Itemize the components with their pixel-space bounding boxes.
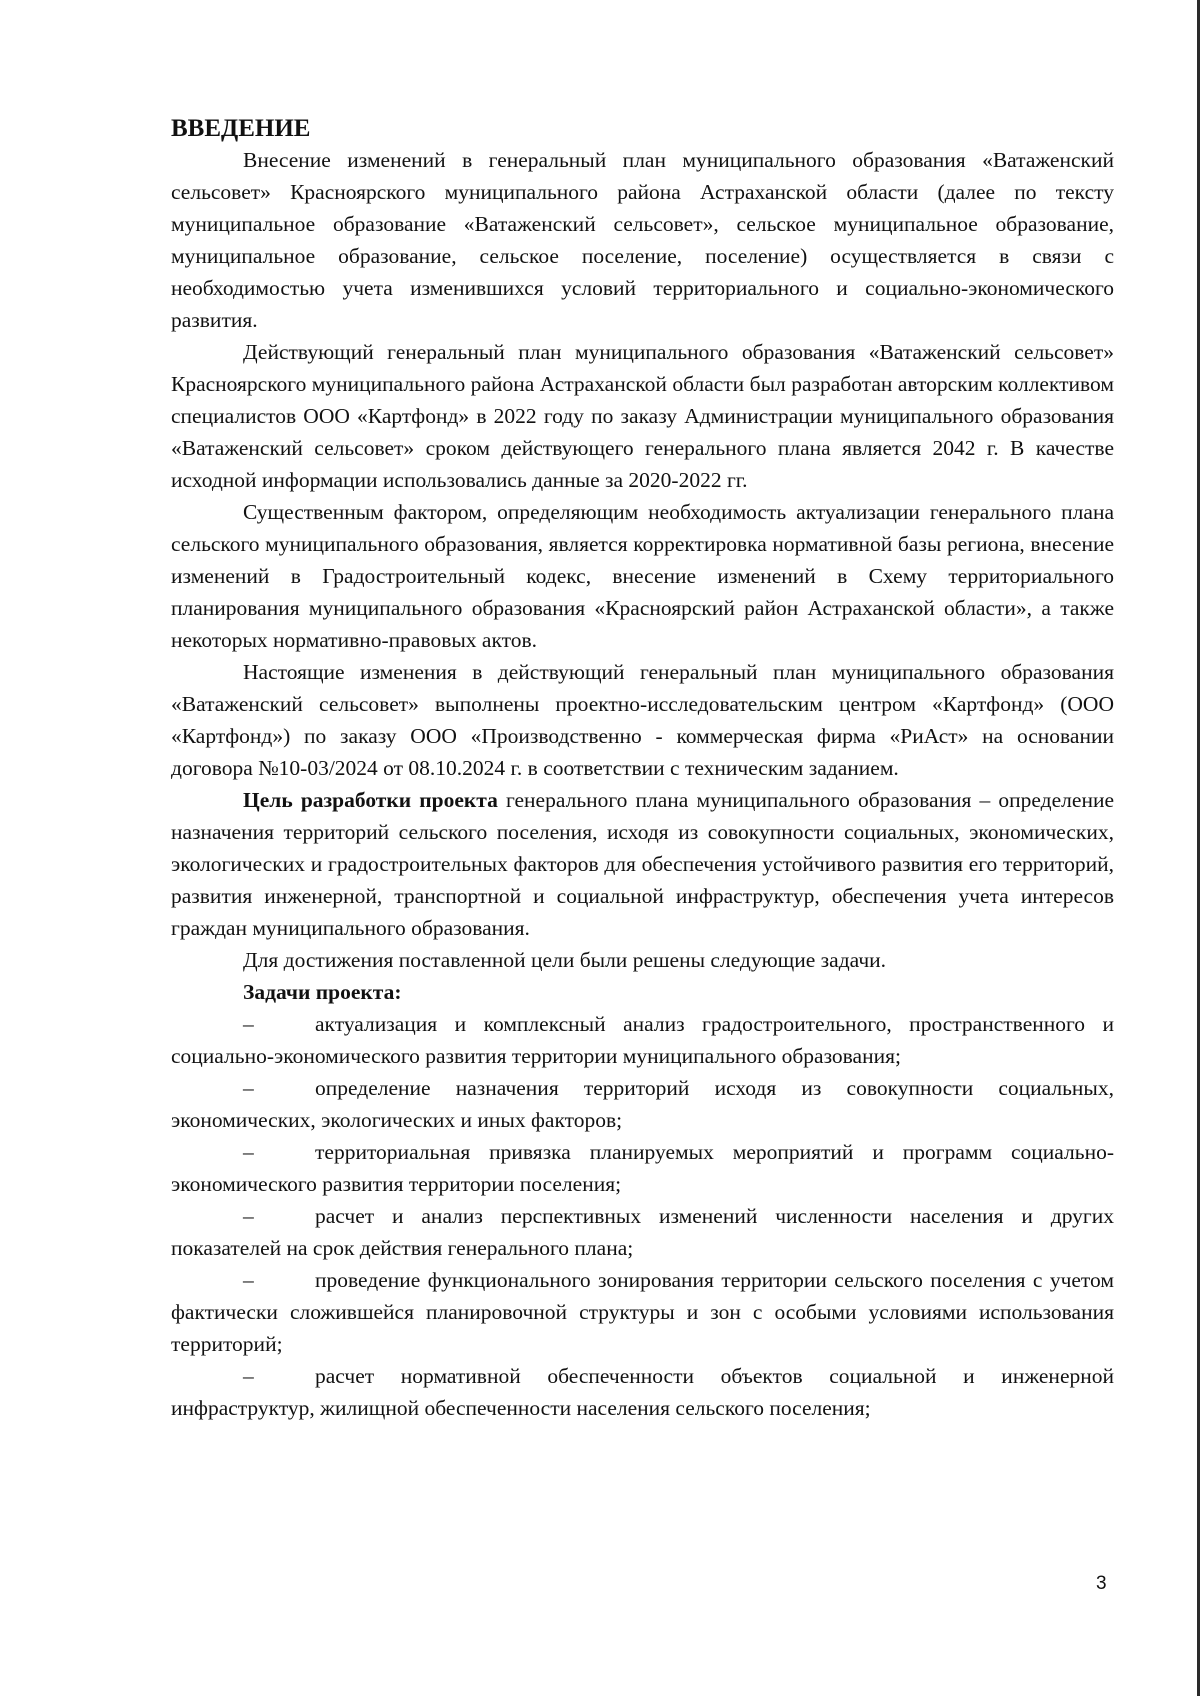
paragraph-factors: Существенным фактором, определяющим необходимость актуализации генерального плана сельского муниципального образования, является корректировка нормативной базы региона, внесение изменений в Градостроительный кодекс, внесение изменений в Схему территориального планирования муниципального образования «Красноярский район Астраханской области», а также некоторых нормативно-правовых актов. — [171, 500, 1114, 652]
task-dash: – — [243, 1140, 254, 1164]
tasks-heading: Задачи проекта: — [243, 980, 402, 1004]
tasks-intro: Для достижения поставленной цели были решены следующие задачи. — [243, 948, 887, 972]
task-text: расчет и анализ перспективных изменений численности населения и других показателей на срок действия генерального плана; — [171, 1204, 1114, 1260]
task-dash: – — [243, 1364, 254, 1388]
task-text: территориальная привязка планируемых мероприятий и программ социально-экономического развития территории поселения; — [171, 1140, 1114, 1196]
task-text: определение назначения территорий исходя из совокупности социальных, экономических, экологических и иных факторов; — [171, 1076, 1114, 1132]
task-dash: – — [243, 1204, 254, 1228]
task-item — [171, 1136, 1114, 1200]
paragraph-goal — [171, 784, 1114, 944]
paragraph-current-plan: Действующий генеральный план муниципального образования «Ватаженский сельсовет» Красноярского муниципального района Астраханской области был разработан авторским коллективом специалистов ООО «Картфонд» в 2022 году по заказу Администрации муниципального образования «Ватаженский сельсовет» сроком действующего генерального плана является 2042 г. В качестве исходной информации использовались данные за 2020-2022 гг. — [171, 340, 1114, 492]
task-text: проведение функционального зонирования территории сельского поселения с учетом фактически сложившейся планировочной структуры и зон с особыми условиями использования территорий; — [171, 1268, 1114, 1356]
task-text: расчет нормативной обеспеченности объектов социальной и инженерной инфраструктур, жилищной обеспеченности населения сельского поселения; — [171, 1364, 1114, 1420]
section-heading: ВВЕДЕНИЕ — [171, 115, 311, 142]
task-item — [171, 1360, 1114, 1424]
task-text: актуализация и комплексный анализ градостроительного, пространственного и социально-экономического развития территории муниципального образования; — [171, 1012, 1114, 1068]
paragraph-intro: Внесение изменений в генеральный план муниципального образования «Ватаженский сельсовет» Красноярского муниципального района Астраханской области (далее по тексту муниципальное образование «Ватаженский сельсовет», сельское муниципальное образование, муниципальное образование, сельское поселение, поселение) осуществляется в связи с необходимостью учета изменившихся условий территориального и социально-экономического развития. — [171, 148, 1114, 332]
task-dash: – — [243, 1076, 254, 1100]
paragraph-contract: Настоящие изменения в действующий генеральный план муниципального образования «Ватаженский сельсовет» выполнены проектно-исследовательским центром «Картфонд» (ООО «Картфонд») по заказу ООО «Производственно - коммерческая фирма «РиАст» на основании договора №10-03/2024 от 08.10.2024 г. в соответствии с техническим заданием. — [171, 660, 1114, 780]
task-item — [171, 1264, 1114, 1360]
task-item — [171, 1008, 1114, 1072]
goal-text: генерального плана муниципального образования – определение назначения территорий сельского поселения, исходя из совокупности социальных, экономических, экологических и градостроительных факторов для обеспечения устойчивого развития его территорий, развития инженерной, транспортной и социальной инфраструктур, обеспечения учета интересов граждан муниципального образования. — [171, 788, 1114, 940]
task-dash: – — [243, 1268, 254, 1292]
task-item — [171, 1072, 1114, 1136]
page-number: 3 — [1096, 1573, 1107, 1594]
page-content — [171, 112, 1114, 1424]
task-dash: – — [243, 1012, 254, 1036]
goal-lead: Цель разработки проекта — [243, 788, 498, 812]
task-item — [171, 1200, 1114, 1264]
